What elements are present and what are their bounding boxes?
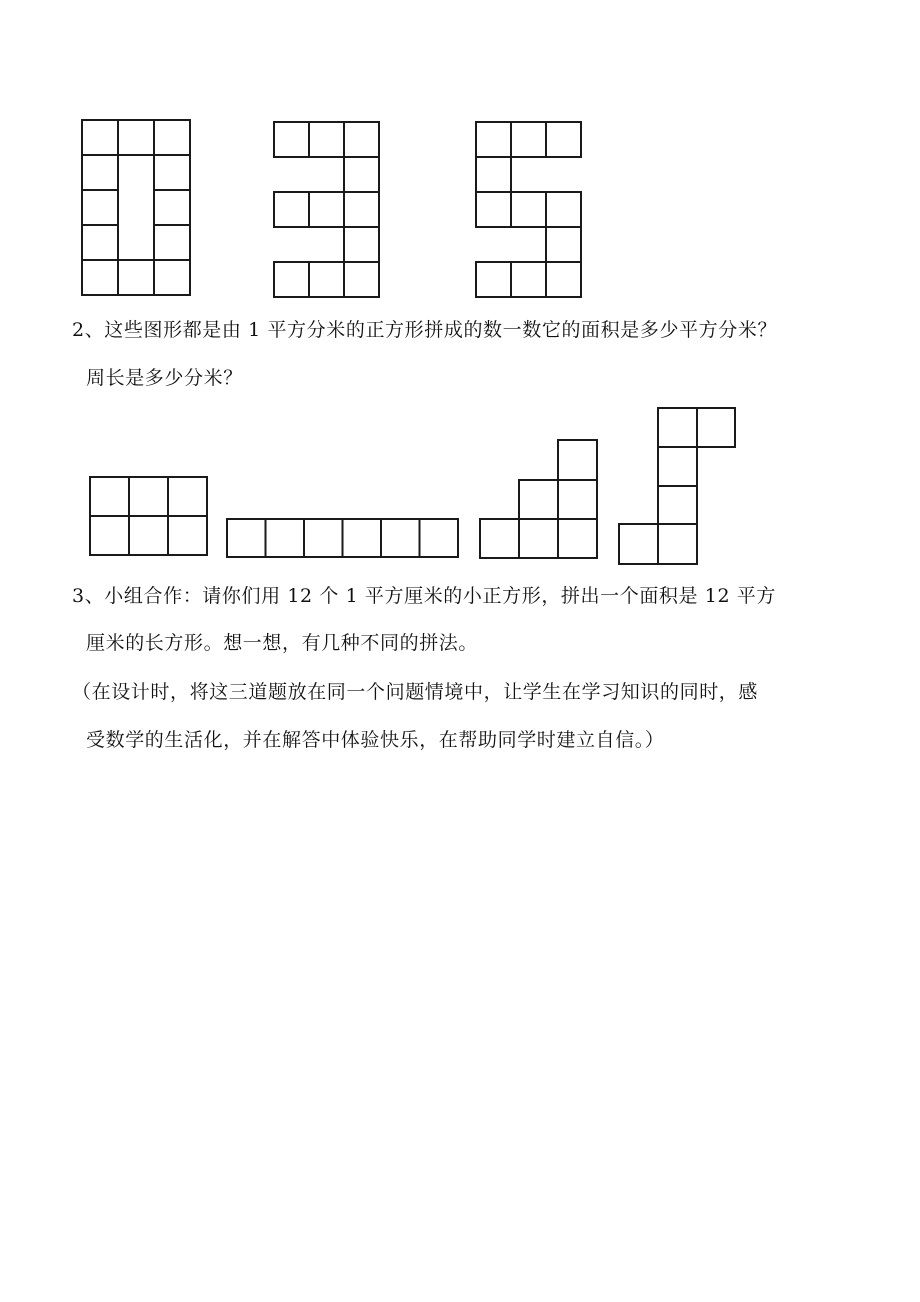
zigzag-shape (619, 408, 735, 564)
problem-3-line-2: 厘米的长方形。想一想，有几种不同的拼法。 (86, 632, 479, 654)
staircase-shape (480, 440, 597, 558)
problem-3-line-1: 3、小组合作：请你们用 12 个 1 平方厘米的小正方形，拼出一个面积是 12 平方 (72, 585, 776, 607)
design-note-line-1: （在设计时，将这三道题放在同一个问题情境中，让学生在学习知识的同时，感 (72, 681, 759, 703)
digit-3-shape (274, 122, 379, 297)
rectangle-2x3-shape (90, 477, 207, 555)
top-figures (0, 0, 920, 310)
bottom-figures (0, 400, 920, 570)
problem-2-line-1: 2、这些图形都是由 1 平方分米的正方形拼成的数一数它的面积是多少平方分米？ (72, 319, 778, 341)
digit-0-shape (82, 120, 190, 295)
digit-5-shape (476, 122, 581, 297)
strip-1x6-shape (227, 519, 458, 557)
design-note-line-2: 受数学的生活化，并在解答中体验快乐，在帮助同学时建立自信。） (86, 729, 665, 751)
problem-2-line-2: 周长是多少分米？ (86, 367, 243, 389)
